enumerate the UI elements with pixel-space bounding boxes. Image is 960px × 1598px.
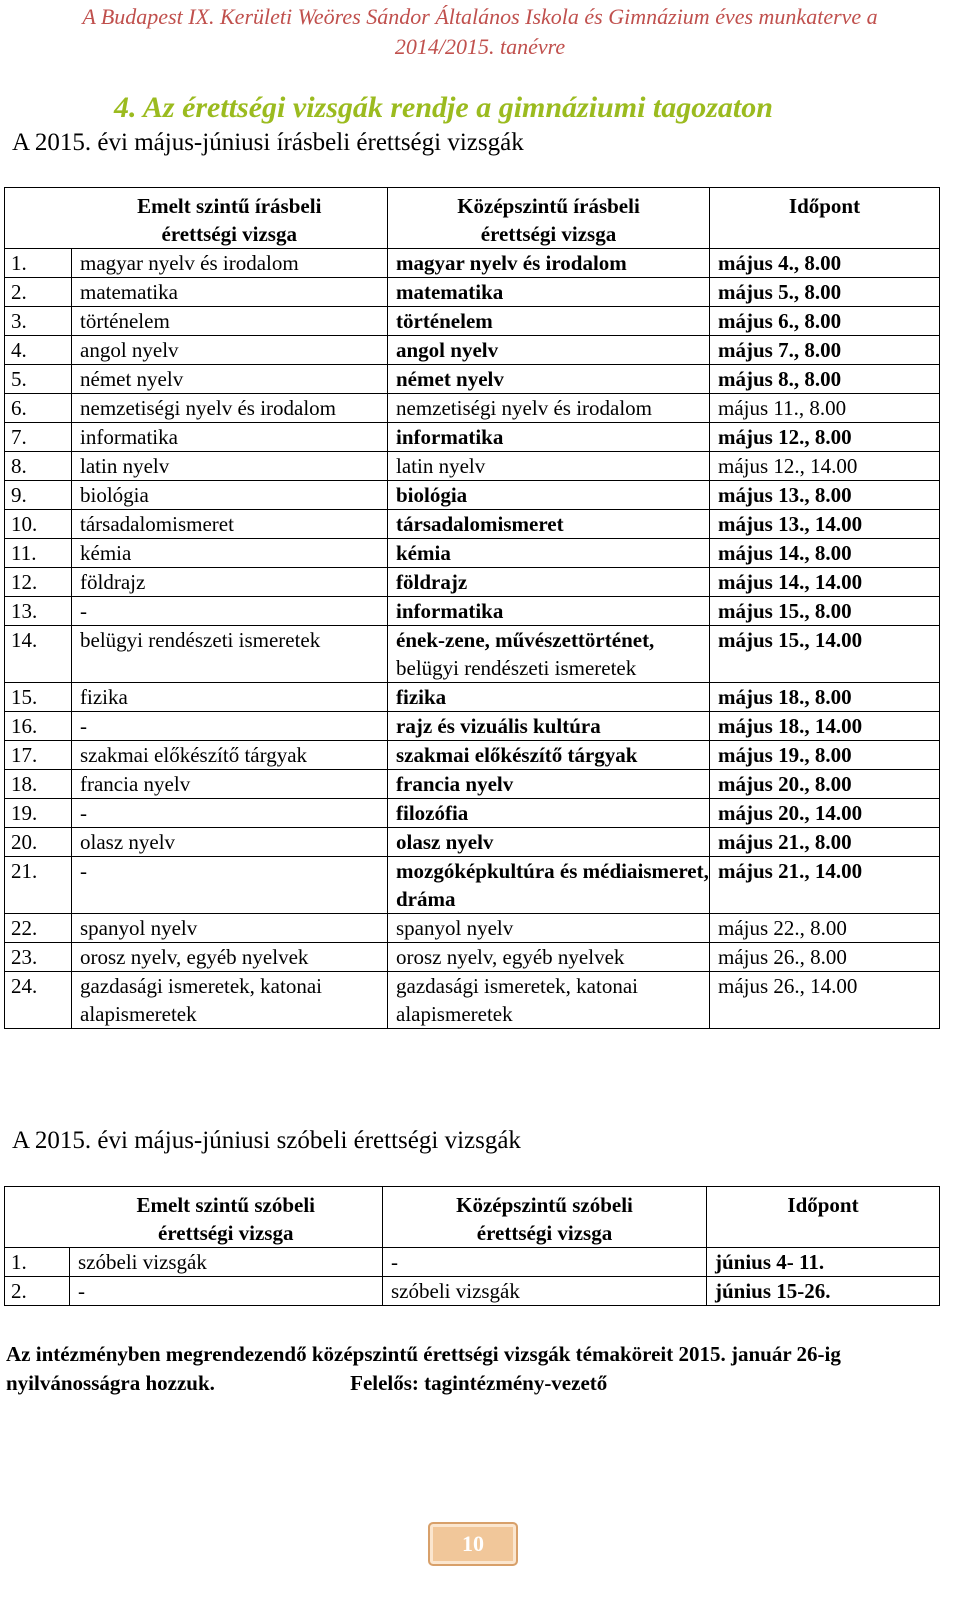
oral-exams-title: A 2015. évi május-júniusi szóbeli érettségi vizsgák	[12, 1127, 521, 1154]
table-row	[5, 972, 940, 1029]
table-row	[5, 626, 940, 683]
footer-note	[6, 1340, 946, 1398]
row-number: 16.	[5, 712, 72, 741]
exam-time: május 11., 8.00	[710, 394, 940, 423]
kozep-subject: spanyol nyelv	[388, 914, 710, 943]
row-number: 6.	[5, 394, 72, 423]
emelt-subject: informatika	[72, 423, 388, 452]
table-row	[5, 683, 940, 712]
oral-exams-table	[4, 1186, 940, 1306]
emelt-subject: -	[72, 597, 388, 626]
written-exams-table	[4, 187, 940, 1029]
exam-time: május 15., 14.00	[710, 626, 940, 683]
emelt-subject: olasz nyelv	[72, 828, 388, 857]
header-line-1: A Budapest IX. Kerületi Weöres Sándor Általános Iskola és Gimnázium éves munkaterve a	[82, 4, 878, 29]
kozep-subject: -	[383, 1248, 707, 1277]
table-row	[5, 741, 940, 770]
kozep-subject: földrajz	[388, 568, 710, 597]
table-row	[5, 423, 940, 452]
kozep-subject: kémia	[388, 539, 710, 568]
exam-time: május 12., 14.00	[710, 452, 940, 481]
table-row	[5, 452, 940, 481]
exam-time: május 18., 14.00	[710, 712, 940, 741]
exam-time: május 12., 8.00	[710, 423, 940, 452]
kozep-subject: francia nyelv	[388, 770, 710, 799]
row-number: 2.	[5, 1277, 70, 1306]
exam-time: május 20., 14.00	[710, 799, 940, 828]
kozep-subject: szóbeli vizsgák	[383, 1277, 707, 1306]
kozep-subject: biológia	[388, 481, 710, 510]
table-row	[5, 799, 940, 828]
row-number: 21.	[5, 857, 72, 914]
exam-time: május 19., 8.00	[710, 741, 940, 770]
row-number: 17.	[5, 741, 72, 770]
exam-time: május 21., 8.00	[710, 828, 940, 857]
exam-time: június 15-26.	[707, 1277, 940, 1306]
exam-time: május 26., 14.00	[710, 972, 940, 1029]
emelt-subject: francia nyelv	[72, 770, 388, 799]
kozep-subject: történelem	[388, 307, 710, 336]
written-exams-title: A 2015. évi május-júniusi írásbeli érettségi vizsgák	[12, 129, 524, 156]
kozep-subject: német nyelv	[388, 365, 710, 394]
header-idopont: Időpont	[710, 188, 940, 249]
kozep-subject: szakmai előkészítő tárgyak	[388, 741, 710, 770]
emelt-subject: biológia	[72, 481, 388, 510]
exam-time: május 8., 8.00	[710, 365, 940, 394]
kozep-subject-bold: ének-zene, művészettörténet,	[396, 628, 655, 652]
exam-time: május 6., 8.00	[710, 307, 940, 336]
kozep-subject: társadalomismeret	[388, 510, 710, 539]
row-number: 8.	[5, 452, 72, 481]
exam-time: május 14., 14.00	[710, 568, 940, 597]
exam-time: május 22., 8.00	[710, 914, 940, 943]
emelt-subject: spanyol nyelv	[72, 914, 388, 943]
emelt-subject: gazdasági ismeretek, katonai alapismeretek	[72, 972, 388, 1029]
emelt-subject: társadalomismeret	[72, 510, 388, 539]
exam-time: május 4., 8.00	[710, 249, 940, 278]
document-header	[0, 2, 960, 62]
emelt-subject: -	[72, 799, 388, 828]
row-number: 7.	[5, 423, 72, 452]
kozep-subject: matematika	[388, 278, 710, 307]
exam-time: május 26., 8.00	[710, 943, 940, 972]
row-number: 1.	[5, 1248, 70, 1277]
kozep-subject: informatika	[388, 597, 710, 626]
table-row	[5, 278, 940, 307]
table-row	[5, 336, 940, 365]
header-empty-cell	[5, 1187, 70, 1248]
header-idopont: Időpont	[707, 1187, 940, 1248]
kozep-subject: mozgóképkultúra és médiaismeret, dráma	[388, 857, 710, 914]
kozep-subject: nemzetiségi nyelv és irodalom	[388, 394, 710, 423]
emelt-subject: magyar nyelv és irodalom	[72, 249, 388, 278]
kozep-subject-normal: belügyi rendészeti ismeretek	[396, 656, 637, 680]
header-emelt: Emelt szintű szóbeli érettségi vizsga	[70, 1187, 383, 1248]
exam-time: május 21., 14.00	[710, 857, 940, 914]
exam-time: május 15., 8.00	[710, 597, 940, 626]
header-empty-cell	[5, 188, 72, 249]
header-emelt: Emelt szintű írásbeli érettségi vizsga	[72, 188, 388, 249]
table-header-row	[5, 188, 940, 249]
row-number: 14.	[5, 626, 72, 683]
table-row	[5, 1248, 940, 1277]
table-row	[5, 481, 940, 510]
emelt-subject: szóbeli vizsgák	[70, 1248, 383, 1277]
emelt-subject: nemzetiségi nyelv és irodalom	[72, 394, 388, 423]
row-number: 2.	[5, 278, 72, 307]
table-row	[5, 510, 940, 539]
page-number: 10	[462, 1531, 484, 1556]
table-row	[5, 770, 940, 799]
table-row	[5, 307, 940, 336]
emelt-subject: angol nyelv	[72, 336, 388, 365]
table-row	[5, 365, 940, 394]
footer-responsible: Felelős: tagintézmény-vezető	[350, 1371, 608, 1395]
row-number: 9.	[5, 481, 72, 510]
exam-time: május 13., 8.00	[710, 481, 940, 510]
row-number: 10.	[5, 510, 72, 539]
table-row	[5, 249, 940, 278]
kozep-subject: olasz nyelv	[388, 828, 710, 857]
emelt-subject: latin nyelv	[72, 452, 388, 481]
table-row	[5, 828, 940, 857]
kozep-subject: magyar nyelv és irodalom	[388, 249, 710, 278]
exam-time: május 7., 8.00	[710, 336, 940, 365]
row-number: 11.	[5, 539, 72, 568]
kozep-subject: informatika	[388, 423, 710, 452]
emelt-subject: német nyelv	[72, 365, 388, 394]
table-row	[5, 568, 940, 597]
exam-time: május 14., 8.00	[710, 539, 940, 568]
row-number: 3.	[5, 307, 72, 336]
oral-exams-body	[5, 1248, 940, 1306]
kozep-subject: orosz nyelv, egyéb nyelvek	[388, 943, 710, 972]
emelt-subject: -	[72, 857, 388, 914]
row-number: 5.	[5, 365, 72, 394]
table-header-row	[5, 1187, 940, 1248]
table-row	[5, 539, 940, 568]
table-row	[5, 1277, 940, 1306]
row-number: 23.	[5, 943, 72, 972]
kozep-subject: filozófia	[388, 799, 710, 828]
header-line-2: 2014/2015. tanévre	[394, 34, 566, 59]
emelt-subject: matematika	[72, 278, 388, 307]
row-number: 18.	[5, 770, 72, 799]
table-row	[5, 914, 940, 943]
row-number: 4.	[5, 336, 72, 365]
row-number: 20.	[5, 828, 72, 857]
exam-time: május 5., 8.00	[710, 278, 940, 307]
kozep-subject	[388, 626, 710, 683]
emelt-subject: szakmai előkészítő tárgyak	[72, 741, 388, 770]
kozep-subject: rajz és vizuális kultúra	[388, 712, 710, 741]
section-title: 4. Az érettségi vizsgák rendje a gimnáziumi tagozaton	[114, 91, 773, 124]
footer-text: Az intézményben megrendezendő középszintű érettségi vizsgák témaköreit 2015. január 26-ig nyilvánosságra hozzuk.	[6, 1342, 841, 1395]
header-kozep: Középszintű szóbeli érettségi vizsga	[383, 1187, 707, 1248]
row-number: 19.	[5, 799, 72, 828]
row-number: 1.	[5, 249, 72, 278]
exam-time: május 20., 8.00	[710, 770, 940, 799]
row-number: 15.	[5, 683, 72, 712]
kozep-subject: fizika	[388, 683, 710, 712]
table-row	[5, 597, 940, 626]
page-number-badge	[428, 1522, 518, 1566]
table-row	[5, 943, 940, 972]
emelt-subject: földrajz	[72, 568, 388, 597]
emelt-subject: kémia	[72, 539, 388, 568]
exam-time: június 4- 11.	[707, 1248, 940, 1277]
exam-time: május 18., 8.00	[710, 683, 940, 712]
written-exams-body	[5, 249, 940, 1029]
row-number: 24.	[5, 972, 72, 1029]
table-row	[5, 394, 940, 423]
kozep-subject: latin nyelv	[388, 452, 710, 481]
emelt-subject: -	[70, 1277, 383, 1306]
header-kozep: Középszintű írásbeli érettségi vizsga	[388, 188, 710, 249]
exam-time: május 13., 14.00	[710, 510, 940, 539]
row-number: 13.	[5, 597, 72, 626]
emelt-subject: történelem	[72, 307, 388, 336]
emelt-subject: -	[72, 712, 388, 741]
row-number: 12.	[5, 568, 72, 597]
kozep-subject: gazdasági ismeretek, katonai alapismeretek	[388, 972, 710, 1029]
emelt-subject: fizika	[72, 683, 388, 712]
emelt-subject: orosz nyelv, egyéb nyelvek	[72, 943, 388, 972]
table-row	[5, 712, 940, 741]
emelt-subject: belügyi rendészeti ismeretek	[72, 626, 388, 683]
table-row	[5, 857, 940, 914]
row-number: 22.	[5, 914, 72, 943]
kozep-subject: angol nyelv	[388, 336, 710, 365]
